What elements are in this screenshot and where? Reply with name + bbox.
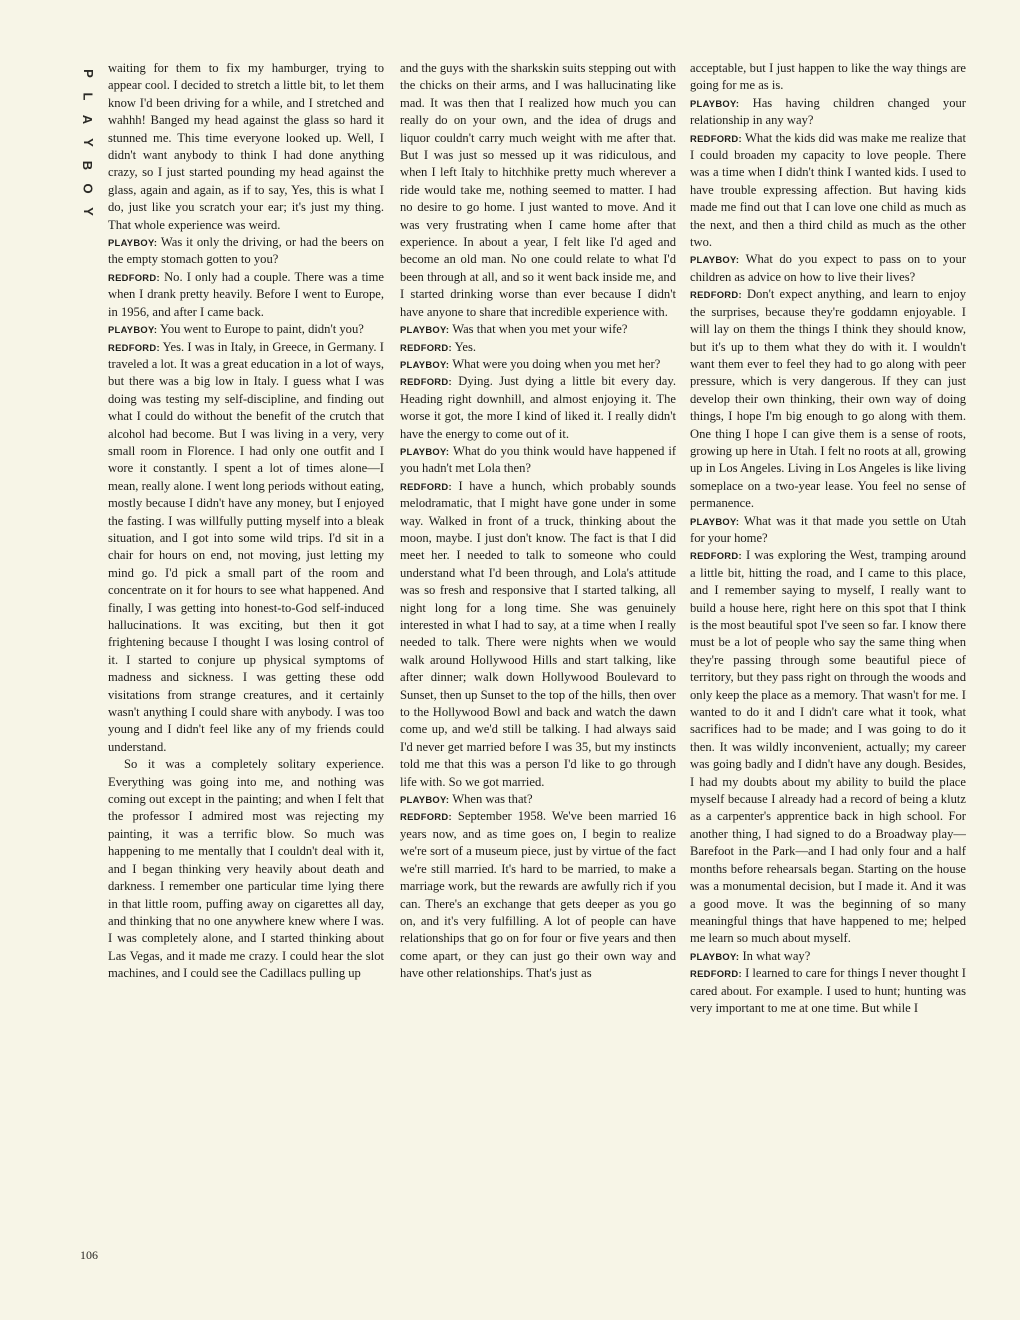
- paragraph-text: acceptable, but I just happen to like the way things are going for me as is.: [690, 61, 966, 93]
- paragraph: [400, 373, 676, 443]
- speaker-label: PLAYBOY:: [690, 254, 740, 266]
- masthead-letter: Y: [80, 207, 96, 216]
- text-column-1: [108, 60, 384, 1300]
- text-column-2: [400, 60, 676, 1300]
- paragraph-text: Yes. I was in Italy, in Greece, in Germany. I traveled a lot. It was a great education in a lot of ways, but there was a big low in Italy. I guess what I was doing was testing my self-discipline, and finding out what I could do without the benefit of the crutch that alcohol had become. But I was living in a very, very small room in Florence. I had only one outfit and I wore it constantly. I spent a lot of times alone—I mean, really alone. I went long periods without eating, mostly because I didn't have any money, but I enjoyed the fasting. I was willfully putting myself into a bleak situation, and I got into some wild trips. I'd sit in a chair for hours on end, not moving, just letting my mind go. I'd pick a small part of the room and concentrate on it for hours to see what happened. And finally, I was getting into honest-to-God self-induced hallucinations. It was exciting, but then it got frightening because I thought I was losing control of it. I started to conjure up physical symptoms of madness and sickness. I was getting these odd visitations from strange creatures, and it certainly wasn't anything I could share with anybody. I was too young and I didn't feel like any of my friends could understand.: [108, 339, 384, 754]
- paragraph: [108, 234, 384, 269]
- paragraph-text: Yes.: [454, 339, 477, 354]
- paragraph-text: I have a hunch, which probably sounds melodramatic, that I might have gone under in some way. Walked in front of a truck, thinking about the moon, maybe. I just don't know. The fact is that I did meet her. I needed to talk to someone who could understand what I'd been through, and Lola's attitude was so fresh and responsive that I started talking, all night long for a long time. She was genuinely interested in what I had to say, at a time when I really needed to talk. There were nights when we would walk around Hollywood Hills and start talking, like after dinner; walk down Hollywood Boulevard to Sunset, then up Sunset to the top of the hills, then over to the Hollywood Bowl and back and watch the dawn come up, and we'd still be talking. I had always said I'd never get married before I was 35, but my instincts told me that this was a person I'd like to go through life with. So we got married.: [400, 478, 676, 789]
- paragraph-text: Dying. Just dying a little bit every day. Heading right downhill, and almost enjoying it. The worse it got, the more I kind of liked it. I really didn't have the energy to come out of it.: [400, 374, 676, 441]
- paragraph-text: No. I only had a couple. There was a time when I drank pretty heavily. Before I went to Europe, in 1956, and after I came back.: [108, 269, 384, 319]
- paragraph: [400, 808, 676, 982]
- paragraph: [400, 339, 676, 356]
- speaker-label: PLAYBOY:: [400, 358, 450, 370]
- text-column-3: [690, 60, 966, 1300]
- paragraph-text: You went to Europe to paint, didn't you?: [159, 322, 364, 337]
- speaker-label: PLAYBOY:: [690, 515, 740, 527]
- paragraph-text: September 1958. We've been married 16 years now, and as time goes on, I begin to realize we're sort of a museum piece, just by virtue of the fact we're still married. It's hard to be married, to make a marriage work, but the rewards are awfully rich if you can. There's an exchange that gets deeper as you go on, and it's very fulfilling. A lot of people can have relationships that go on for four or five years and then come apart, or they can just go their own way and have other relationships. That's just as: [400, 809, 676, 981]
- paragraph-text: When was that?: [452, 792, 533, 807]
- paragraph-text: What the kids did was make me realize that I could broaden my capacity to love people. There was a time when I didn't think I wanted kids. I used to have trouble expressing affection. But having kids made me find out that I can love one child as much as the next, and then a third child as much as the other two.: [690, 130, 966, 250]
- paragraph-text: In what way?: [742, 948, 811, 963]
- masthead-letter: O: [80, 183, 96, 194]
- paragraph: [690, 948, 966, 965]
- speaker-label: PLAYBOY:: [690, 950, 740, 962]
- speaker-label: REDFORD:: [690, 132, 742, 144]
- paragraph-text: waiting for them to fix my hamburger, trying to appear cool. I decided to stretch a little bit, to let them know I'd been driving for a while, and I stretched and wahhh! Banged my head against the glass so hard it stunned me. This time everyone looked up. Well, I didn't want anybody to think I had done anything crazy, so I just started pounding my head against the glass, again and again, as if to say, Yes, this is what I do, just like you scratch your ear; it's just my thing. That whole experience was weird.: [108, 61, 384, 232]
- paragraph-text: I learned to care for things I never thought I cared about. For example. I used to hunt; hunting was very important to me at one time. But while I: [690, 966, 966, 1015]
- speaker-label: REDFORD:: [400, 341, 452, 353]
- paragraph-text: Was that when you met your wife?: [452, 322, 628, 337]
- paragraph: [108, 321, 384, 338]
- speaker-label: REDFORD:: [690, 289, 742, 301]
- speaker-label: REDFORD:: [400, 480, 452, 492]
- masthead-letter: P: [80, 69, 96, 78]
- paragraph: [108, 269, 384, 321]
- paragraph: [400, 321, 676, 338]
- paragraph: [690, 965, 966, 1017]
- paragraph-text: and the guys with the sharkskin suits stepping out with the chicks on their arms, and I was hallucinating like mad. It was then that I realized how much you can really do on your own, and the idea of drugs and liquor couldn't carry much weight with me after that. But I was just so messed up it was ridiculous, and when I left Italy to hitchhike pretty much wherever a ride would take me, nothing seemed to matter. I had no desire to go home. I just wanted to move. And it was very frustrating when I came home after that experience. In about a year, I felt like I'd aged and become an old man. No one could relate to what I'd been through at all, and so it went back inside me, and I started drinking worse than ever because I didn't have anyone to share that incredible experience with.: [400, 61, 676, 319]
- paragraph: [690, 95, 966, 130]
- paragraph: [108, 60, 384, 234]
- paragraph-text: What do you think would have happened if you hadn't met Lola then?: [400, 443, 676, 476]
- paragraph: [108, 756, 384, 982]
- paragraph: [400, 60, 676, 321]
- masthead-letter: A: [80, 114, 96, 125]
- speaker-label: REDFORD:: [690, 550, 742, 562]
- speaker-label: REDFORD:: [108, 341, 160, 353]
- paragraph-text: What do you expect to pass on to your children as advice on how to live their lives?: [690, 252, 966, 284]
- paragraph: [400, 443, 676, 478]
- paragraph: [690, 60, 966, 95]
- speaker-label: PLAYBOY:: [400, 794, 450, 806]
- paragraph: [690, 513, 966, 548]
- paragraph: [690, 547, 966, 947]
- speaker-label: PLAYBOY:: [400, 445, 450, 457]
- speaker-label: REDFORD:: [108, 271, 160, 283]
- paragraph: [690, 251, 966, 286]
- paragraph-text: I was exploring the West, tramping around a little bit, hitting the road, and I came to this place, and I remember saying to myself, I really want to build a house here, right here on this spot that I think is the most beautiful spot I've seen so far. I know there must be a lot of people who say the same thing when they're passing through some beautiful piece of territory, but they pass right on through the woods and only keep the place as a memory. That wasn't for me. I wanted to do it and I didn't care what it took, what sacrifices had to be made; and I was going to do it then. It was wildly inconvenient, actually; my career was going badly and I didn't have any dough. Besides, I had my doubts about my ability to build the place myself because I already had a record of being a klutz as a carpenter's apprentice back in high school. For another thing, I had signed to do a Broadway play—Barefoot in the Park—and I had only four and a half months before rehearsals began. Starting on the house was a monumental decision, but I made it. And it was a good move. It was the beginning of so many meaningful things that have happened to me; helped me learn so much about myself.: [690, 548, 966, 946]
- speaker-label: PLAYBOY:: [690, 97, 740, 109]
- page-number: 106: [80, 1248, 98, 1262]
- speaker-label: PLAYBOY:: [108, 324, 158, 336]
- paragraph-text: So it was a completely solitary experience. Everything was going into me, and nothing was coming out except in the painting; and when I felt that the professor I admired most was rejecting my painting, it was a terrific blow. So much was happening to me mentally that I couldn't deal with it, and I began thinking very heavily about death and darkness. I remember one particular time lying there in that little room, puffing away on cigarettes all day, and thinking that no one anywhere knew where I was. I was completely alone, and I started thinking about Las Vegas, and it made me crazy. I could hear the slot machines, and I could see the Cadillacs pulling up: [108, 757, 384, 981]
- speaker-label: REDFORD:: [690, 968, 742, 980]
- paragraph: [400, 478, 676, 791]
- paragraph-text: Don't expect anything, and learn to enjoy the surprises, because they're goddamn enjoyable. I will lay on them the things I think they should know, but it's up to them what they do with it. I wouldn't want them ever to feel they had to go along with peer pressure, which is very dangerous. If they can just develop their own thinking, their own way of doing things, I hope I'm big enough to go along with them. One thing I hope I can give them is a sense of roots, growing up here in Utah. I felt no roots at all, growing up in Los Angeles. Living in Los Angeles is like living someplace on a two-year lease. You feel no sense of permanence.: [690, 287, 966, 511]
- paragraph: [690, 130, 966, 252]
- paragraph: [108, 339, 384, 757]
- speaker-label: PLAYBOY:: [108, 237, 158, 249]
- paragraph-text: What was it that made you settle on Utah for your home?: [690, 513, 966, 545]
- paragraph-text: Has having children changed your relationship in any way?: [690, 95, 966, 128]
- masthead-letter: Y: [80, 138, 96, 147]
- speaker-label: REDFORD:: [400, 376, 452, 388]
- paragraph: [690, 286, 966, 512]
- paragraph-text: Was it only the driving, or had the beers on the empty stomach gotten to you?: [108, 235, 384, 267]
- speaker-label: PLAYBOY:: [400, 324, 450, 336]
- masthead: [78, 62, 98, 223]
- paragraph: [400, 791, 676, 808]
- paragraph-text: What were you doing when you met her?: [452, 356, 661, 371]
- paragraph: [400, 356, 676, 373]
- masthead-letter: B: [80, 160, 96, 171]
- speaker-label: REDFORD:: [400, 811, 452, 823]
- masthead-letter: L: [80, 92, 96, 101]
